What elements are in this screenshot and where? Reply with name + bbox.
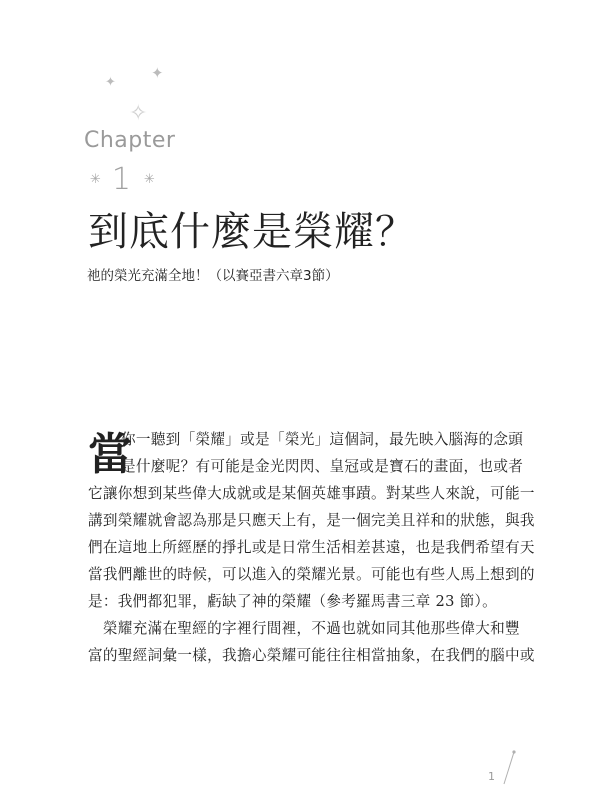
chapter-subtitle: 祂的榮光充滿全地！（以賽亞書六章3節） bbox=[87, 268, 339, 284]
asterisk-star-icon: ✳ bbox=[90, 171, 101, 187]
drop-cap: 當 bbox=[88, 429, 132, 480]
sparkle-star-icon: ✦ bbox=[151, 64, 164, 82]
text-line: 你一聽到「榮耀」或是「榮光」這個詞，最先映入腦海的念頭 bbox=[121, 431, 524, 448]
shooting-star-icon bbox=[498, 748, 520, 788]
page-number: 1 bbox=[488, 770, 495, 783]
text-line: 講到榮耀就會認為那是只應天上有，是一個完美且祥和的狀態，與我 bbox=[88, 512, 535, 529]
text-line: 富的聖經詞彙一樣，我擔心榮耀可能往往相當抽象，在我們的腦中或 bbox=[88, 647, 535, 664]
text-line: 們在這地上所經歷的掙扎或是日常生活相差甚遠，也是我們希望有天 bbox=[88, 539, 535, 556]
sparkle-star-icon: ✧ bbox=[129, 101, 148, 126]
sparkle-star-icon: ✦ bbox=[105, 75, 116, 90]
text-line: 榮耀充滿在聖經的字裡行間裡，不過也就如同其他那些偉大和豐 bbox=[88, 620, 520, 637]
chapter-number-row bbox=[90, 162, 155, 196]
text-line: 它讓你想到某些偉大成就或是某個英雄事蹟。對某些人來說，可能一 bbox=[88, 485, 535, 502]
chapter-title: 到底什麼是榮耀？ bbox=[88, 209, 416, 255]
text-line: 當我們離世的時候，可以進入的榮耀光景。可能也有些人馬上想到的 bbox=[88, 566, 535, 583]
chapter-label: Chapter bbox=[84, 128, 176, 153]
chapter-number: 1 bbox=[111, 161, 131, 197]
text-line: 是：我們都犯罪，虧缺了神的榮耀（參考羅馬書三章 23 節）。 bbox=[88, 593, 497, 610]
text-line: 是什麼呢？有可能是金光閃閃、皇冠或是寶石的畫面，也或者 bbox=[121, 458, 524, 475]
asterisk-star-icon: ✳ bbox=[144, 171, 155, 187]
